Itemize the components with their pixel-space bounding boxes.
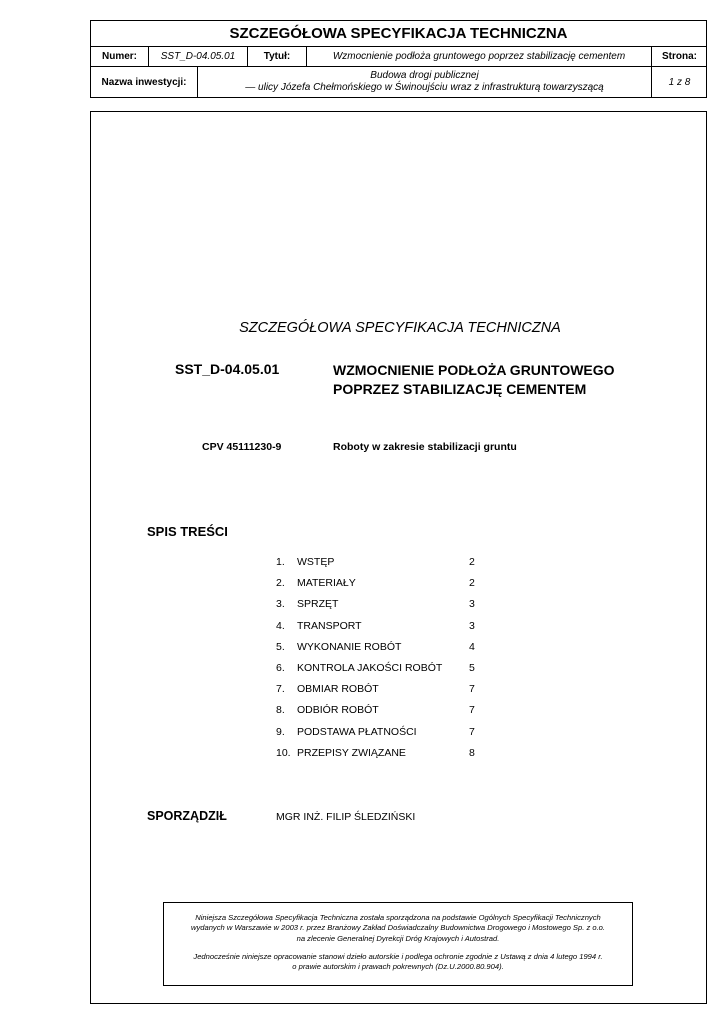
toc-item-label: MATERIAŁY [297, 577, 356, 590]
note-line: Niniejsza Szczegółowa Specyfikacja Techniczna została sporządzona na podstawie Ogólnych Specyfikacji Technicznych [195, 913, 601, 922]
toc-item-page: 3 [469, 619, 475, 632]
toc-item-label: OBMIAR ROBÓT [297, 683, 379, 696]
note-paragraph-2 [164, 952, 632, 973]
toc-item-number: 1. [276, 556, 285, 568]
toc-item-page: 5 [469, 661, 475, 674]
numer-value: SST_D-04.05.01 [160, 51, 236, 62]
toc-item[interactable] [276, 616, 496, 637]
toc-item-page: 4 [469, 640, 475, 653]
cpv-code: CPV 45111230-9 [202, 441, 282, 453]
toc-item[interactable] [276, 637, 496, 658]
spec-title [333, 361, 615, 399]
strona-label: Strona: [662, 51, 697, 62]
header-table [90, 20, 707, 98]
toc-item-number: 7. [276, 683, 285, 696]
toc-item-number: 9. [276, 725, 285, 738]
toc-item-number: 6. [276, 661, 285, 674]
toc-item-label: ODBIÓR ROBÓT [297, 704, 379, 717]
toc-item-number: 8. [276, 704, 285, 717]
toc-heading: SPIS TREŚCI [147, 524, 228, 539]
copyright-note [163, 902, 633, 986]
nazwa-label: Nazwa inwestycji: [101, 76, 187, 88]
toc-item-page: 2 [469, 556, 475, 568]
toc-item-page: 7 [469, 683, 475, 696]
prepared-by-name: MGR INŻ. FILIP ŚLEDZIŃSKI [276, 811, 416, 823]
nazwa-value [198, 67, 651, 97]
header-title: SZCZEGÓŁOWA SPECYFIKACJA TECHNICZNA [91, 21, 706, 47]
header-row-numer [91, 47, 706, 67]
toc-item[interactable] [276, 594, 496, 615]
document-type-heading: SZCZEGÓŁOWA SPECYFIKACJA TECHNICZNA [239, 320, 561, 336]
toc-item[interactable] [276, 658, 496, 679]
nazwa-line-1: Budowa drogi publicznej [370, 70, 479, 81]
toc-item[interactable] [276, 573, 496, 594]
toc-item-label: PRZEPISY ZWIĄZANE [297, 746, 406, 759]
toc-item-number: 2. [276, 577, 285, 590]
toc-item[interactable] [276, 679, 496, 700]
toc-item-label: WYKONANIE ROBÓT [297, 640, 402, 653]
note-line: na zlecenie Generalnej Dyrekcji Dróg Krajowych i Autostrad. [296, 933, 500, 943]
toc-item[interactable] [276, 700, 496, 721]
toc-item-label: WSTĘP [297, 556, 335, 568]
prepared-by-label: SPORZĄDZIŁ [147, 809, 227, 823]
toc-item-page: 7 [469, 704, 475, 717]
header-row-nazwa [91, 67, 706, 97]
tytul-label: Tytuł: [263, 51, 291, 62]
toc-item-number: 4. [276, 619, 285, 632]
numer-label: Numer: [101, 51, 137, 62]
toc-item-number: 5. [276, 640, 285, 653]
toc-item-label: PODSTAWA PŁATNOŚCI [297, 725, 417, 738]
toc-item-page: 2 [469, 577, 475, 590]
nazwa-line-2: — ulicy Józefa Chełmońskiego w Świnoujściu wraz z infrastrukturą towarzyszącą [245, 82, 604, 93]
toc-item-number: 10. [276, 746, 291, 759]
toc-item-label: TRANSPORT [297, 619, 362, 632]
toc-item[interactable] [276, 743, 496, 764]
toc-item-label: KONTROLA JAKOŚCI ROBÓT [297, 661, 443, 674]
note-line: Jednocześnie niniejsze opracowanie stanowi dzieło autorskie i podlega ochronie zgodnie z Ustawą z dnia 4 lutego 1994 r. [193, 951, 603, 961]
tytul-value: Wzmocnienie podłoża gruntowego poprzez stabilizację cementem [332, 51, 626, 62]
toc-item-page: 8 [469, 746, 475, 759]
toc-item-page: 7 [469, 725, 475, 738]
page-counter: 1 z 8 [668, 76, 691, 88]
note-line: wydanych w Warszawie w 2003 r. przez Branżowy Zakład Doświadczalny Budownictwa Drogowego i Mostowego Sp. z o.o. [190, 923, 606, 933]
spec-title-line-2: POPRZEZ STABILIZACJĘ CEMENTEM [333, 381, 587, 397]
note-line: o prawie autorskim i prawach pokrewnych (Dz.U.2000.80.904). [292, 962, 504, 972]
toc-item-label: SPRZĘT [297, 598, 339, 611]
toc-item[interactable] [276, 552, 496, 573]
toc-item-page: 3 [469, 598, 475, 611]
note-paragraph-1 [164, 913, 632, 944]
table-of-contents [276, 552, 496, 764]
spec-title-line-1: WZMOCNIENIE PODŁOŻA GRUNTOWEGO [333, 362, 615, 378]
spec-code: SST_D-04.05.01 [175, 361, 280, 377]
cpv-description: Roboty w zakresie stabilizacji gruntu [333, 441, 517, 453]
toc-item-number: 3. [276, 598, 285, 611]
toc-item[interactable] [276, 722, 496, 743]
